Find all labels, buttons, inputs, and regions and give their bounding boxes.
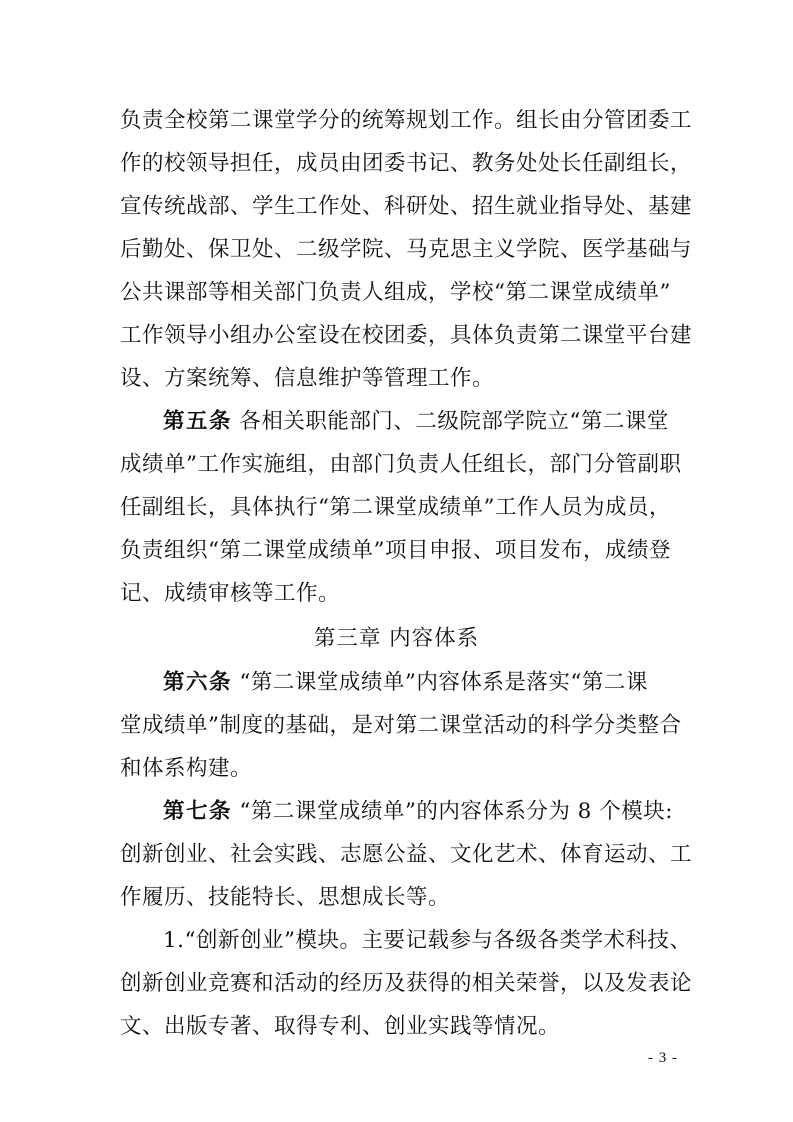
paragraph-line: 公共课部等相关部门负责人组成，学校“第二课堂成绩单”: [120, 280, 671, 305]
paragraph-line: 宣传统战部、学生工作处、科研处、招生就业指导处、基建: [120, 194, 693, 219]
paragraph-line: 后勤处、保卫处、二级学院、马克思主义学院、医学基础与: [120, 237, 693, 262]
paragraph-line: 作履历、技能特长、思想成长等。: [120, 885, 451, 910]
paragraph-line: 负责组织“第二课堂成绩单”项目申报、项目发布，成绩登: [120, 538, 671, 563]
paragraph-line: 负责全校第二课堂学分的统筹规划工作。组长由分管团委工: [120, 108, 693, 133]
paragraph-line: 设、方案统筹、信息维护等管理工作。: [120, 366, 495, 391]
article-7-first-line: [163, 800, 680, 824]
article-6-label: 第六条: [163, 670, 233, 695]
article-6-first-line: [163, 671, 680, 695]
paragraph-line: 工作领导小组办公室设在校团委，具体负责第二课堂平台建: [120, 323, 693, 348]
page-number: - 3 -: [648, 1050, 678, 1066]
paragraph-line: 任副组长，具体执行“第二课堂成绩单”工作人员为成员，: [120, 495, 671, 520]
paragraph-line: 堂成绩单”制度的基础，是对第二课堂活动的科学分类整合: [120, 713, 682, 738]
chapter-heading: 第三章 内容体系: [313, 626, 480, 651]
paragraph-line: 记、成绩审核等工作。: [120, 581, 341, 606]
paragraph-line: 创新创业、社会实践、志愿公益、文化艺术、体育运动、工: [120, 842, 693, 867]
paragraph-line: 成绩单”工作实施组，由部门负责人任组长，部门分管副职: [120, 452, 682, 477]
paragraph-line: 和体系构建。: [120, 756, 253, 781]
item-1-first-line: 1.“创新创业”模块。主要记载参与各级各类学术科技、: [163, 928, 692, 953]
article-5-first-line: [163, 410, 680, 434]
article-5-text: 各相关职能部门、二级院部学院立“第二课堂: [239, 409, 669, 434]
article-7-label: 第七条: [163, 799, 233, 824]
paragraph-line: 作的校领导担任，成员由团委书记、教务处处长任副组长，: [120, 151, 693, 176]
article-7-text: “第二课堂成绩单”的内容体系分为 8 个模块:: [239, 799, 673, 824]
paragraph-line: 创新创业竞赛和活动的经历及获得的相关荣誉，以及发表论: [120, 971, 693, 996]
article-5-label: 第五条: [163, 409, 233, 434]
article-6-text: “第二课堂成绩单”内容体系是落实“第二课: [239, 670, 648, 695]
paragraph-line: 文、出版专著、取得专利、创业实践等情况。: [120, 1014, 561, 1039]
